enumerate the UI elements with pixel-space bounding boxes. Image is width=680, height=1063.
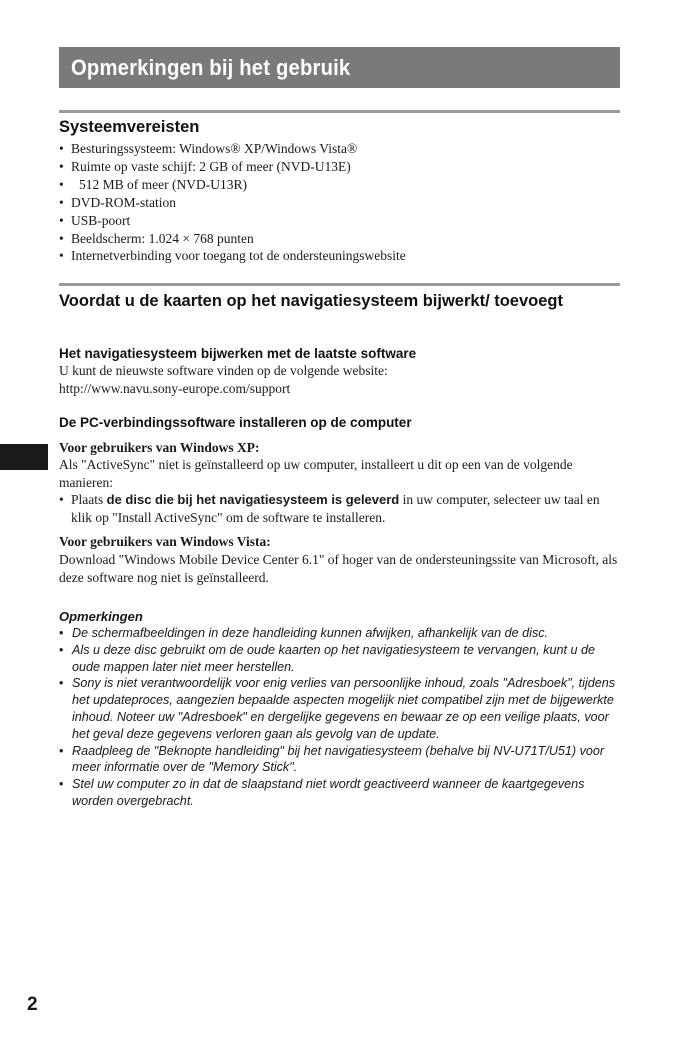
page-number: 2: [27, 994, 38, 1015]
requirements-list: [59, 140, 619, 265]
note-item: • Raadpleeg de "Beknopte handleiding" bij het navigatiesysteem (behalve bij NV-U71T/U51) voor meer informatie over de "Memory Stick".: [59, 743, 625, 777]
vista-text: Download "Windows Mobile Device Center 6.1" of hoger van de ondersteuningssite van Microsoft, als deze software nog niet is geïnstalleerd.: [59, 552, 618, 585]
xp-text: Als "ActiveSync" niet is geïnstalleerd op uw computer, installeert u dit op een van de volgende manieren:: [59, 457, 573, 490]
subheading-install-pc-software: De PC-verbindingssoftware installeren op de computer: [59, 415, 412, 430]
list-item: • DVD-ROM-station: [59, 194, 619, 212]
section-divider: [59, 283, 620, 286]
xp-bullet-list: [59, 491, 619, 527]
update-software-text: U kunt de nieuwste software vinden op de volgende website:: [59, 363, 388, 378]
notes-list: [59, 625, 625, 810]
list-item: • Ruimte op vaste schijf: 2 GB of meer (NVD-U13E): [59, 158, 619, 176]
note-item: • Als u deze disc gebruikt om de oude kaarten op het navigatiesysteem te vervangen, kunt u de oude mappen later niet meer herstellen.: [59, 642, 625, 676]
page-title-bar: [59, 47, 620, 88]
list-item: • Besturingssysteem: Windows® XP/Windows Vista®: [59, 140, 619, 158]
section-heading-before-update: Voordat u de kaarten op het navigatiesysteem bijwerkt/ toevoegt: [59, 292, 563, 310]
vista-heading: Voor gebruikers van Windows Vista:: [59, 534, 271, 549]
subheading-update-software: Het navigatiesysteem bijwerken met de laatste software: [59, 346, 417, 361]
note-item: • De schermafbeeldingen in deze handleiding kunnen afwijken, afhankelijk van de disc.: [59, 625, 625, 642]
xp-bullet-suffix: in uw computer, selecteer uw taal en klik op "Install ActiveSync" om de software te installeren.: [71, 492, 600, 525]
list-item: [59, 491, 619, 527]
note-item: • Stel uw computer zo in dat de slaapstand niet wordt geactiveerd wanneer de kaartgegevens worden overgebracht.: [59, 776, 625, 810]
list-item-continuation: [59, 176, 619, 194]
list-item-continuation-text: 512 MB of meer (NVD-U13R): [79, 176, 247, 192]
xp-bullet-prefix: Plaats: [71, 492, 107, 507]
section-tab-marker: [0, 444, 48, 470]
list-item: • Beeldscherm: 1.024 × 768 punten: [59, 230, 619, 248]
list-item: • USB-poort: [59, 212, 619, 230]
list-item: • Internetverbinding voor toegang tot de ondersteuningswebsite: [59, 247, 619, 265]
notes-title: Opmerkingen: [59, 609, 143, 624]
note-item: • Sony is niet verantwoordelijk voor enig verlies van persoonlijke inhoud, zoals "Adresboek", tijdens het updateproces, aangezien bepaalde aspecten mogelijk niet compatibel zijn met de bijgewerkte inhoud. Noteer uw "Adresboek" en dergelijke gegevens en bewaar ze op een veilige plaats, voor het geval deze gegevens verloren gaan als gevolg van de update.: [59, 675, 625, 742]
page-title: Opmerkingen bij het gebruik: [71, 54, 351, 80]
xp-heading: Voor gebruikers van Windows XP:: [59, 440, 260, 455]
section-divider: [59, 110, 620, 113]
section-heading-system-requirements: Systeemvereisten: [59, 118, 200, 136]
support-url: http://www.navu.sony-europe.com/support: [59, 381, 291, 396]
xp-bullet-emphasis: de disc die bij het navigatiesysteem is geleverd: [106, 492, 400, 507]
